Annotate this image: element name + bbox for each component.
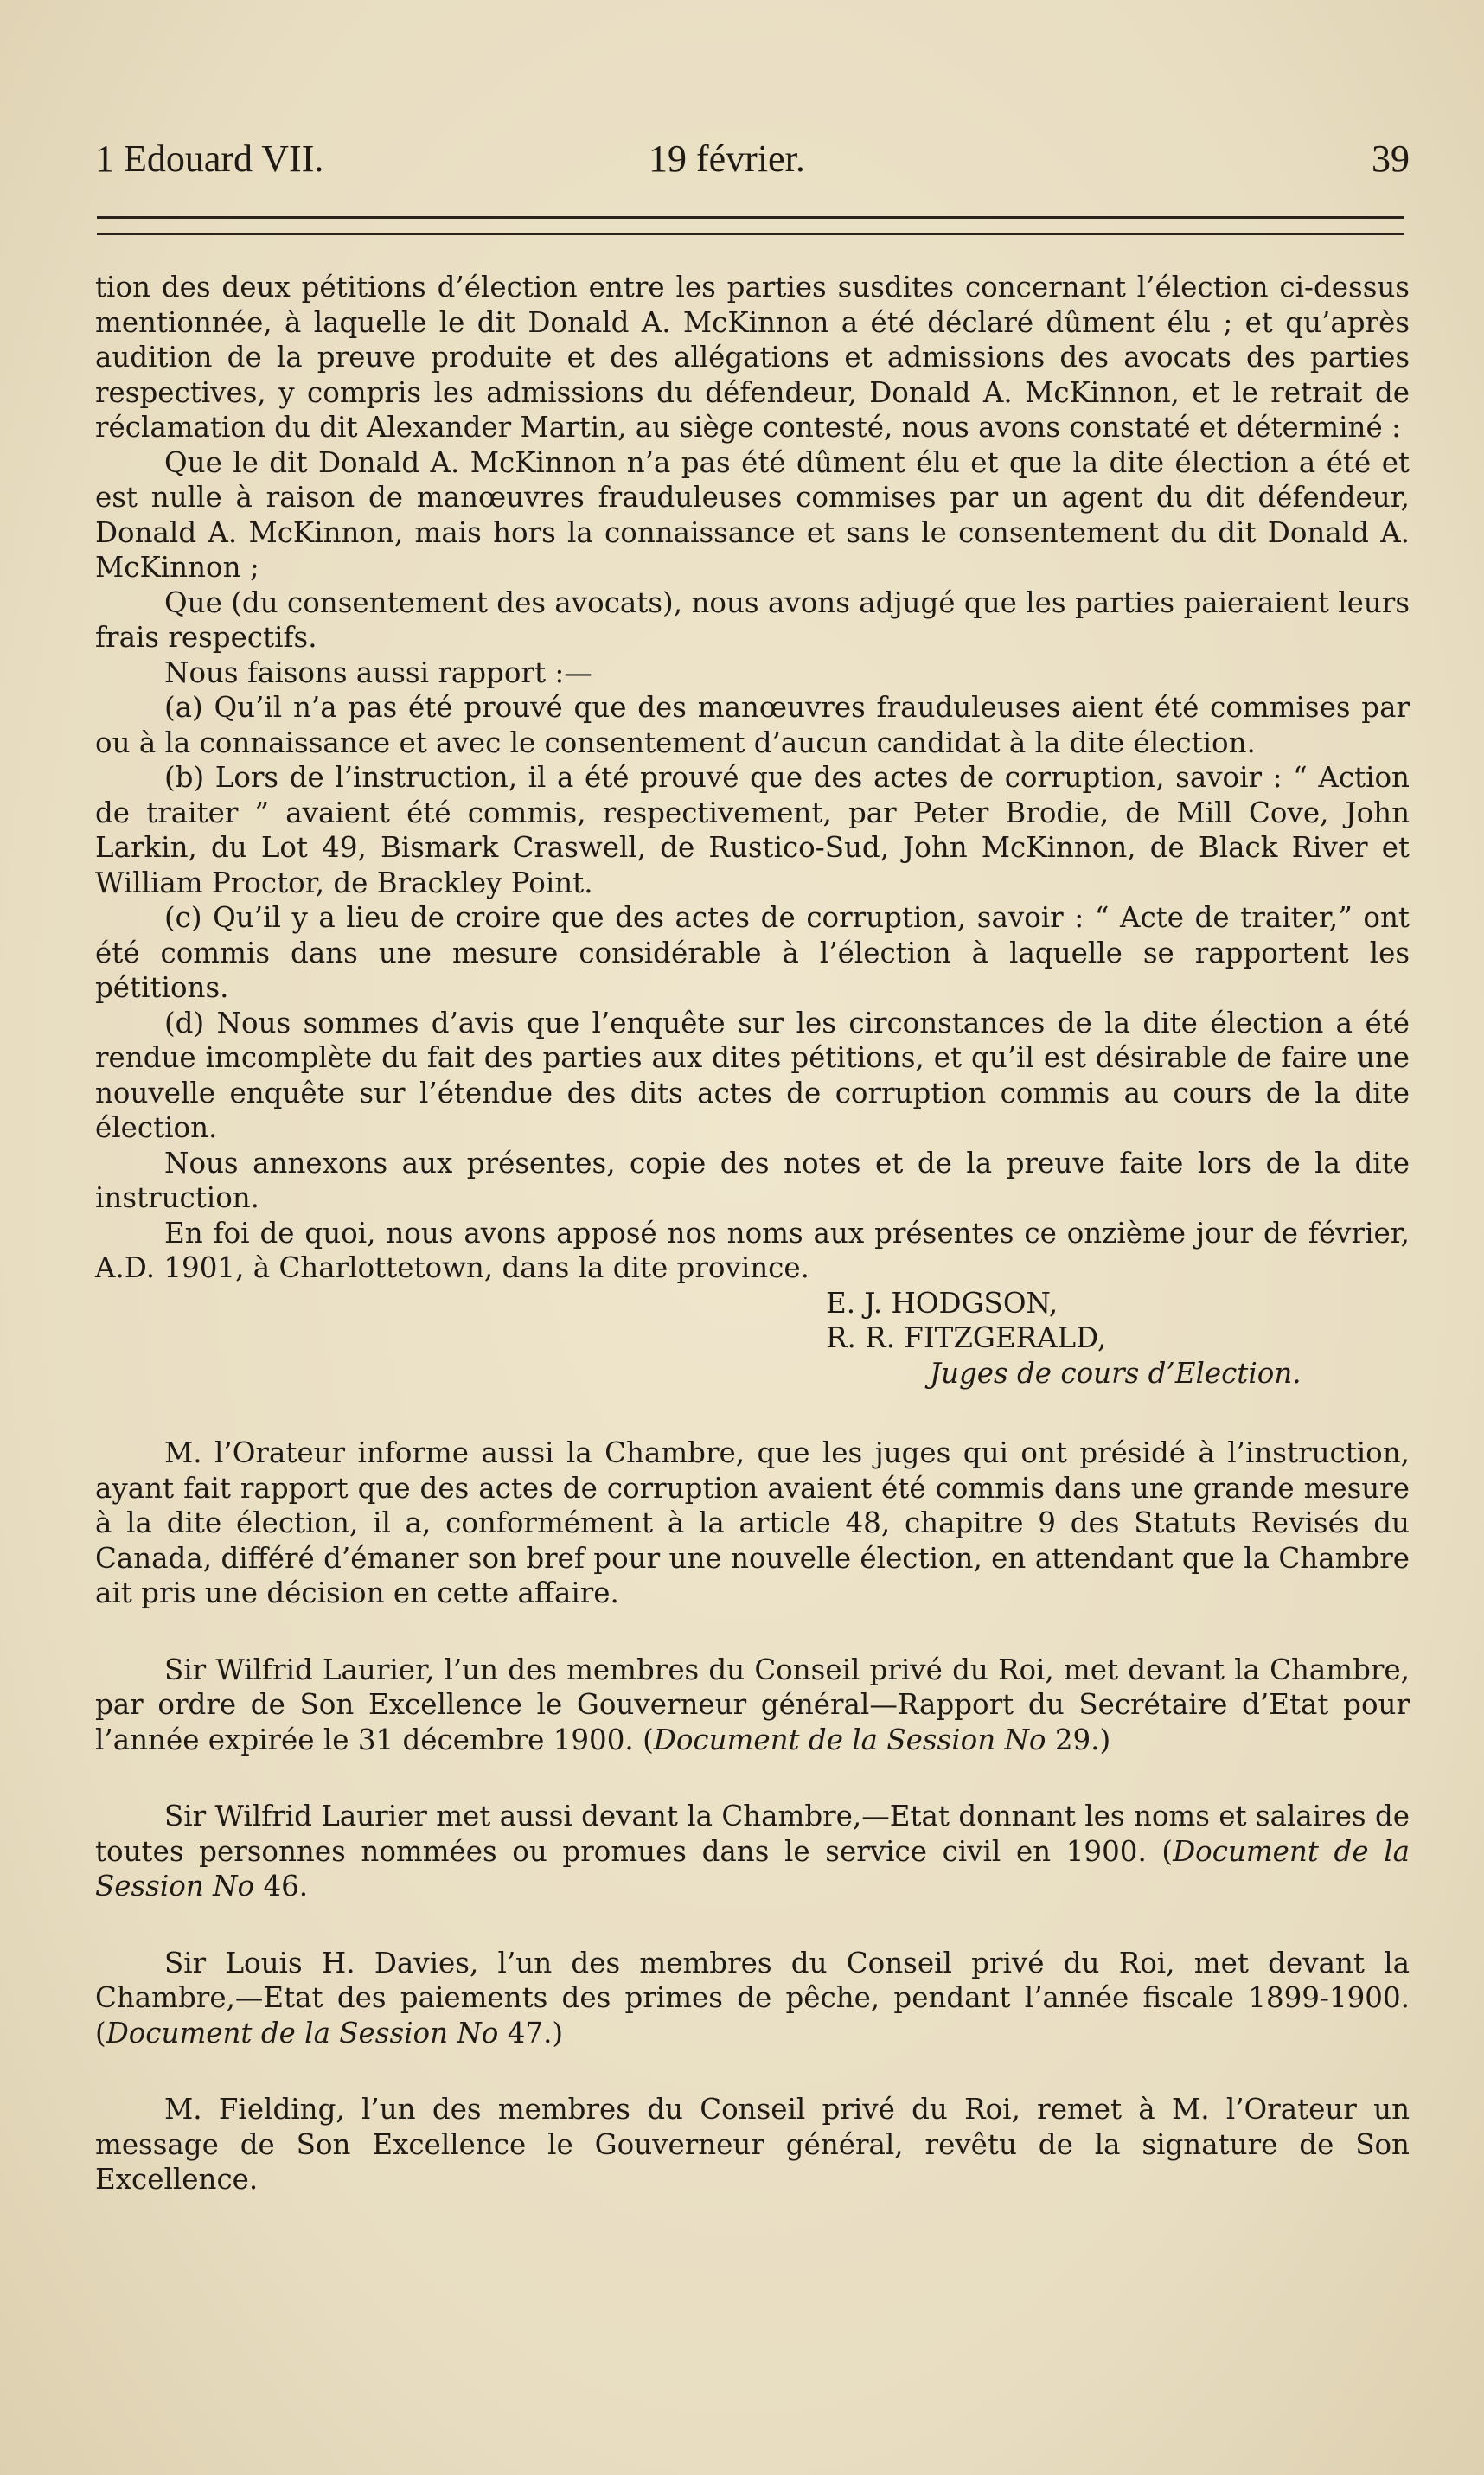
paragraph-report-c: (c) Qu’il y a lieu de croire que des actes de corruption, savoir : “ Acte de traiter,” ont été commis dans une mesure considérable à l’élection à laquelle se rapportent les pétitions. (95, 901, 1410, 1004)
page-body (95, 270, 1410, 2197)
header-rule-thin (97, 233, 1404, 235)
paragraph-fielding: M. Fielding, l’un des membres du Conseil privé du Roi, remet à M. l’Orateur un message de Son Excellence le Gouverneur général, revêtu de la signature de Son Excellence. (95, 2093, 1410, 2196)
laurier-report-text: Sir Wilfrid Laurier, l’un des membres du Conseil privé du Roi, met devant la Chambre, par ordre de Son Excellence le Gouverneur général—Rapport du Secrétaire d’Etat pour l’année expirée le 31 décembre 1900. (95, 1653, 1410, 1756)
header-rule-thick (97, 216, 1404, 219)
paragraph-report-b: (b) Lors de l’instruction, il a été prouvé que des actes de corruption, savoir : “ Action de traiter ” avaient été commis, respectivement, par Peter Brodie, de Mill Cove, John Larkin, du Lot 49, Bismark Craswell, de Rustico-Sud, John McKinnon, de Black River et William Proctor, de Brackley Point. (95, 761, 1410, 899)
paragraph-witness: En foi de quoi, nous avons apposé nos noms aux présentes ce onzième jour de février, A.D. 1901, à Charlottetown, dans la dite province. (95, 1216, 1410, 1284)
paragraph-laurier-salaries (95, 1799, 1410, 1904)
section-gap (95, 2050, 1410, 2092)
laurier-salaries-doc-number: 46. (263, 1870, 309, 1903)
laurier-salaries-doc-label: Document de la Session No (95, 1834, 1410, 1903)
paragraph-report-intro: Nous faisons aussi rapport :— (164, 656, 592, 689)
section-gap (95, 1904, 1410, 1946)
laurier-salaries-doc-open: ( (1161, 1834, 1174, 1868)
paragraph-finding-2: Que (du consentement des avocats), nous avons adjugé que les parties paieraient leurs frais respectifs. (95, 585, 1410, 654)
paragraph-laurier-report (95, 1653, 1410, 1758)
header-regnal-year: 1 Edouard VII. (95, 138, 324, 180)
paragraph-orateur: M. l’Orateur informe aussi la Chambre, que les juges qui ont présidé à l’instruction, ayant fait rapport que des actes de corruption avaient été commis dans une grande mesure à la dite élection, il a, conformément à la article 48, chapitre 9 des Statuts Revisés du Canada, différé d’émaner son bref pour une nouvelle élection, en attendant que la Chambre ait pris une décision en cette affaire. (95, 1436, 1410, 1609)
paragraph-report-d: (d) Nous sommes d’avis que l’enquête sur les circonstances de la dite élection a été rendue imcomplète du fait des parties aux dites pétitions, et qu’il est désirable de faire une nouvelle enquête sur l’étendue des dits actes de corruption commis au cours de la dite élection. (95, 1006, 1410, 1144)
signature-hodgson: E. J. HODGSON, (826, 1286, 1059, 1320)
signature-fitzgerald: R. R. FITZGERALD, (826, 1321, 1107, 1354)
laurier-report-doc-number: 29.) (1054, 1723, 1111, 1756)
paragraph-continuation: tion des deux pétitions d’élection entre les parties susdites concernant l’élection ci-dessus mentionnée, à laquelle le dit Donald A. McKinnon a été déclaré dûment élu ; et qu’après audition de la preuve produite et des allégations et admissions des avocats des parties respectives, y compris les admissions du défendeur, Donald A. McKinnon, et le retrait de réclamation du dit Alexander Martin, au siège contesté, nous avons constaté et déterminé : (95, 271, 1410, 444)
paragraph-report-a: (a) Qu’il n’a pas été prouvé que des manœuvres frauduleuses aient été commises par ou à la connaissance et avec le consentement d’aucun candidat à la dite élection. (95, 691, 1410, 759)
section-gap (95, 1611, 1410, 1653)
davies-doc-open: ( (95, 2016, 106, 2050)
paragraph-davies (95, 1946, 1410, 2051)
running-header (95, 137, 1410, 197)
davies-doc-label: Document de la Session No (106, 2016, 499, 2050)
paragraph-finding-1: Que le dit Donald A. McKinnon n’a pas été dûment élu et que la dite élection a été et est nulle à raison de manœuvres frauduleuses commises par un agent du dit défendeur, Donald A. McKinnon, mais hors la connaissance et sans le consentement du dit Donald A. McKinnon ; (95, 445, 1410, 584)
page-number: 39 (1372, 138, 1410, 180)
laurier-report-doc-label: Document de la Session No (653, 1723, 1046, 1756)
paragraph-annex: Nous annexons aux présentes, copie des notes et de la preuve faite lors de la dite instruction. (95, 1146, 1410, 1214)
davies-text: Sir Louis H. Davies, l’un des membres du Conseil privé du Roi, met devant la Chambre,—Etat des paiements des primes de pêche, pendant l’année fiscale 1899-1900. (95, 1946, 1410, 2014)
laurier-report-doc-open: ( (643, 1723, 654, 1756)
davies-doc-number: 47.) (507, 2016, 564, 2050)
signature-title: Juges de cours d’Election. (930, 1356, 1302, 1390)
header-date: 19 février. (649, 138, 805, 180)
section-gap (95, 1391, 1410, 1436)
section-gap (95, 1757, 1410, 1799)
laurier-salaries-text: Sir Wilfrid Laurier met aussi devant la Chambre,—Etat donnant les noms et salaires de toutes personnes nommées ou promues dans le service civil en 1900. (95, 1800, 1410, 1868)
